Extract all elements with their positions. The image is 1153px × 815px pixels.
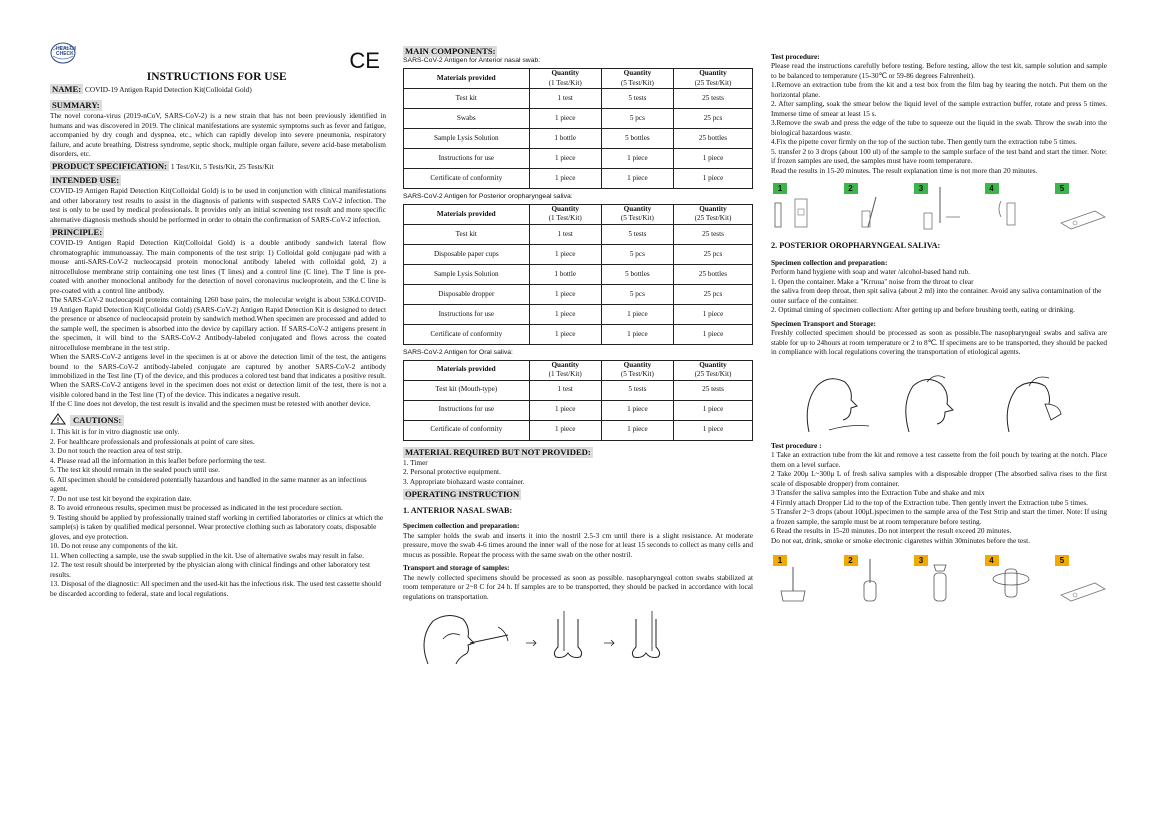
ce-mark: CE [349,48,380,73]
cautions-list [50,427,386,598]
procedure-line: 3.Remove the swab and press the edge of the tube to squeeze out the liquid in the swab. Throw the swab into the biological hazardous waste. [771,118,1107,137]
warning-triangle-icon [50,413,66,427]
anterior-nasal-title: 1. ANTERIOR NASAL SWAB: [403,506,513,516]
material-cell: Sample Lysis Solution [404,264,530,284]
saliva-steps-illustration [773,553,1107,603]
material-cell: Disposable paper cups [404,244,530,264]
step-1 [773,555,825,603]
components-table-nasal [403,57,753,189]
procedure-2-line: 1 Take an extraction tube from the kit and remove a test cassette from the foil pouch by tearing at the notch. Place them on a level surface. [771,450,1107,469]
quantity-cell: 5 tests [601,380,673,400]
quantity-cell: 5 pcs [601,284,673,304]
quantity-cell: 25 tests [674,224,753,244]
table-body [404,224,753,344]
table-row [404,89,753,109]
caution-item: 2. For healthcare professionals and professionals at point of care sites. [50,436,255,446]
quantity-cell: 5 bottles [601,129,673,149]
step-number: 5 [1055,183,1069,194]
quantity-cell: 5 tests [601,89,673,109]
name-line [50,84,386,95]
test-procedure-title: Test procedure: [771,52,820,61]
step-number: 5 [1055,555,1069,566]
collection-text: The sampler holds the swab and inserts it into the nostril 2.5-3 cm until there is a slight resistance. At moderate pressure, move the swab 4-6 times around the inner wall of the nose for at least 15 seconds to collect as many cells and mucus as possible. Repeat the process with the same swab on the other nostril. [403,530,753,559]
table-row [404,109,753,129]
table-row [404,149,753,169]
caution-item: 10. Do not reuse any components of the kit. [50,541,178,551]
nasal-steps-illustration [773,181,1107,231]
material-cell: Sample Lysis Solution [404,129,530,149]
caution-item: 7. Do not use test kit beyond the expiration date. [50,493,192,503]
posterior-line: Perform hand hygiene with soap and water /alcohol-based hand rub. [771,267,970,277]
quantity-cell: 5 pcs [601,244,673,264]
quantity-cell: 1 piece [674,304,753,324]
quantity-header: Quantity (25 Test/Kit) [674,204,753,224]
quantity-cell: 25 pcs [674,284,753,304]
quantity-header: Quantity (5 Test/Kit) [601,69,673,89]
caution-item: 5. The test kit should remain in the sealed pouch until use. [50,465,220,475]
main-components-heading: MAIN COMPONENTS: [405,46,496,56]
quantity-cell: 1 piece [529,400,601,420]
procedure-line: Please read the instructions carefully before testing. Before testing, allow the test kit, sample solution and sample to be balanced to temperature (15-30℃ or 59-86 degrees Fahrenheit). [771,61,1107,80]
quantity-cell: 1 test [529,380,601,400]
step-number: 3 [914,183,928,194]
caution-item: 3. Do not touch the reaction area of test strip. [50,446,182,456]
quantity-header: Quantity (5 Test/Kit) [601,204,673,224]
caution-item: 12. The test result should be interpreted by the physician along with clinical findings and other laboratory test results. [50,560,371,579]
intended-use-heading: INTENDED USE: [52,174,120,185]
material-item: 3. Appropriate biohazard waste container. [403,476,525,486]
saliva-collection-diagram [789,364,1089,434]
step-number: 2 [844,555,858,566]
caution-item: 11. When collecting a sample, use the swab supplied in the kit. Use of alternative swabs may result in false. [50,550,364,560]
table-row [404,264,753,284]
materials-header: Materials provided [404,204,530,224]
procedure-2-line: 6 Read the results in 15-20 minutes. Do not interpret the result exceed 20 minutes. [771,526,1012,536]
quantity-cell: 1 piece [601,400,673,420]
column-right [771,52,1107,613]
step-number: 2 [844,183,858,194]
quantity-cell: 1 piece [529,109,601,129]
material-item: 2. Personal protective equipment. [403,467,501,477]
product-spec-label: PRODUCT SPECIFICATION: [52,160,167,171]
quantity-cell: 5 pcs [601,109,673,129]
quantity-cell: 1 piece [529,304,601,324]
step-number: 1 [773,555,787,566]
procedure-2-line: 3 Transfer the saliva samples into the Extraction Tube and shake and mix [771,488,985,498]
material-cell: Certificate of conformity [404,324,530,344]
health-check-logo [50,42,84,64]
posterior-transport-title: Specimen Transport and Storage: [771,318,876,328]
principle-paragraph: If the C line does not develop, the test result is invalid and the specimen must be retested with another device. [50,399,371,409]
material-cell: Certificate of conformity [404,420,530,440]
quantity-header: Quantity (25 Test/Kit) [674,360,753,380]
step-number: 1 [773,183,787,194]
cautions-label: CAUTIONS: [70,415,124,426]
quantity-cell: 1 test [529,224,601,244]
procedure-2-line: 5 Transfer 2~3 drops (about 100μL)specimen to the sample area of the Test Strip and start the timer. Note: If using a frozen sample, the sample must be at room temperature before testing. [771,507,1107,526]
caution-item: 9. Testing should be applied by professionally trained staff working in certified laboratories or clinics at which the sample(s) is taken by qualified medical personnel. Wear protective clothing such as laboratory coats, disposable gloves, and eye protection. [50,512,384,541]
step-5 [1055,183,1107,231]
principle-paragraph: COVID-19 Antigen Rapid Detection Kit(Colloidal Gold) is a double antibody sandwich lateral flow chromatographic immunoassay. The main components of the test strip: 1) Colloidal gold conjugate pad with a mouse anti-SARS-CoV-2 nucleocapsid protein monoclonal antibody labeled with colloidal gold, 2) a nitrocellulose membrane strip containing one test lines (T lines) and a control line (C line). The T line is pre-coated with another monoclonal antibody for the detection of novel coronavirus nucleoprotein, and the C line is pre-coated with a control line antibody. [50,238,386,295]
table-row [404,224,753,244]
caution-item: 1. This kit is for in vitro diagnostic use only. [50,427,180,437]
table-caption: SARS-CoV-2 Antigen for Oral saliva: [403,348,513,356]
quantity-cell: 1 bottle [529,129,601,149]
material-cell: Instructions for use [404,149,530,169]
procedure-2-line: 2 Take 200μ L~300μ L of fresh saliva samples with a disposable dropper (The absorbed saliva rises to the first scale of disposable dropper) from container. [771,469,1107,488]
table-row [404,400,753,420]
table-row [404,284,753,304]
table-row [404,129,753,149]
material-cell: Test kit [404,224,530,244]
step-4 [985,555,1037,603]
material-required-heading: MATERIAL REQUIRED BUT NOT PROVIDED: [405,446,591,457]
collection-title: Specimen collection and preparation: [403,521,520,531]
posterior-collection-title: Specimen collection and preparation: [771,257,888,267]
table-row [404,380,753,400]
step-4 [985,183,1037,231]
quantity-cell: 1 piece [674,169,753,189]
document-title: INSTRUCTIONS FOR USE [146,71,287,83]
material-cell: Test kit [404,89,530,109]
posterior-line: 1. Open the container. Make a "Krruua" noise from the throat to clear [771,276,974,286]
principle-paragraph: The SARS-CoV-2 nucleocapsid proteins containing 1260 base pairs, the molecular weight is about 53Kd.COVID-19 Antigen Rapid Detection Kit(Colloidal Gold) (SARS-CoV-2) Antigen Rapid Detection Kit is designed to detect the presence or absence of nucleocapsid protein by sandwich method.When specimen are processed and added to the sample well, the specimen is absorbed into the device by capillary action. If SARS-CoV-2 antigens present in the specimen, it will bind to the SARS-CoV-2 Antibody-labeled conjugated and flows across the coated nitrocellulose membrane in the test strip. [50,295,386,352]
summary-heading: SUMMARY: [52,100,100,111]
quantity-cell: 1 piece [674,149,753,169]
product-spec-line [50,161,386,172]
test-procedure-2-title: Test procedure : [771,440,822,450]
nasal-swab-diagram [408,609,748,667]
quantity-cell: 1 piece [529,149,601,169]
step-number: 3 [914,555,928,566]
saliva-collection-illustration [771,363,1107,435]
step-3 [914,555,966,603]
table-row [404,420,753,440]
quantity-cell: 1 piece [529,244,601,264]
materials-header: Materials provided [404,360,530,380]
material-cell: Disposable dropper [404,284,530,304]
quantity-cell: 1 piece [529,324,601,344]
column-left [50,42,386,598]
quantity-cell: 1 piece [529,169,601,189]
nasal-swab-illustration [403,607,753,669]
components-table-oral [403,349,753,441]
quantity-cell: 1 piece [529,284,601,304]
summary-text: The novel corona-virus (2019-nCoV, SARS-CoV-2) is a new strain that has not been previously identified in humans and was discovered in 2019. The clinical manifestations are systemic symptoms such as fever and fatigue, accompanied by dry cough and dyspnea, etc., which can rapidly develop into severe pneumonia, respiratory failure, and acute breathing. Distress syndrome, septic shock, multiple organ failure, severe acid-base metabolism disorders, etc. [50,111,386,159]
quantity-cell: 5 bottles [601,264,673,284]
quantity-cell: 1 piece [601,324,673,344]
column-middle [403,46,753,675]
material-cell: Swabs [404,109,530,129]
material-cell: Test kit (Mouth-type) [404,380,530,400]
table-row [404,244,753,264]
procedure-line: 4.Fix the pipette cover firmly on the top of the suction tube. Then gently turn the extraction tube 5 times. [771,137,1077,147]
table-body [404,89,753,189]
quantity-header: Quantity (1 Test/Kit) [529,69,601,89]
principle-paragraph: When the SARS-CoV-2 antigens level in the specimen is at or above the detection limit of the test, the antigens bound to the SARS-CoV-2 antibody-labeled conjugate are captured by another SARS-CoV-2 antibody immobilized in the Test line (T) of the device, and this produces a colored test band that indicates a positive result. When the SARS-CoV-2 antigens level in the specimen does not exist or detection limit of the test, there is not a visible colored band in the Test line (T) of the device. This indicates a negative result. [50,352,386,399]
operating-instruction-heading: OPERATING INSTRUCTION [405,489,520,500]
transport-text: The newly collected specimens should be processed as soon as possible. nasopharyngeal cotton swabs stabilized at room temperature or 2~8 C for 24 h. If samples are to be transported, they should be packed in accordance with local regulations on transportation. [403,572,753,601]
step-1 [773,183,825,231]
table-caption: SARS-CoV-2 Antigen for Anterior nasal swab: [403,57,541,65]
step-5 [1055,555,1107,603]
name-label: NAME: [52,84,82,94]
table-body [404,380,753,440]
name-value: COVID-19 Antigen Rapid Detection Kit(Colloidal Gold) [84,85,252,94]
step-number: 4 [985,555,999,566]
quantity-cell: 1 bottle [529,264,601,284]
quantity-header: Quantity (25 Test/Kit) [674,69,753,89]
quantity-cell: 1 piece [529,420,601,440]
quantity-header: Quantity (1 Test/Kit) [529,204,601,224]
quantity-cell: 25 bottles [674,264,753,284]
procedure-line: 5. transfer 2 to 3 drops (about 100 ul) of the sample to the sample surface of the test band and start the timer. Note: if frozen samples are used, the samples must have room temperature. [771,146,1107,166]
product-spec-value: 1 Test/Kit, 5 Tests/Kit, 25 Tests/Kit [170,161,274,171]
posterior-line: the saliva from deep throat, then spit saliva (about 2 ml) into the container. Avoid any saliva contamination of the outer surface of the container. [771,286,1102,305]
quantity-cell: 1 test [529,89,601,109]
table-caption: SARS-CoV-2 Antigen for Posterior oropharyngeal saliva: [403,193,573,200]
quantity-cell: 1 piece [674,324,753,344]
caution-item: 8. To avoid erroneous results, specimen must be processed as indicated in the test procedure section. [50,503,343,513]
quantity-header: Quantity (5 Test/Kit) [601,360,673,380]
principle-heading: PRINCIPLE: [52,227,103,238]
quantity-cell: 25 tests [674,380,753,400]
intended-use-text: COVID-19 Antigen Rapid Detection Kit(Colloidal Gold) is to be used in conjunction with clinical manifestations and other laboratory test results to assist in the diagnosis of patients with suspected SARS CoV-2 infection. The test is only to be used by medical professionals. It provides only an initial screening test result and more specific alternative diagnosis methods should be performed in order to obtain the confirmation of SARS-CoV-2 infection. [50,186,386,224]
caution-item: 13. Disposal of the diagnostic: All specimen and the used-kit has the infectious risk. The used test cassette should be discarded according to federal, state and local regulations. [50,579,381,598]
transport-title: Transport and storage of samples: [403,563,510,573]
quantity-cell: 1 piece [601,420,673,440]
quantity-cell: 25 tests [674,89,753,109]
posterior-line: 2. Optimal timing of specimen collection: After getting up and before brushing teeth, eating or drinking. [771,305,1075,315]
step-3 [914,183,966,231]
procedure-2-line: Do not eat, drink, smoke or smoke electronic cigarettes within 30minutes before the test. [771,535,1030,545]
quantity-cell: 1 piece [674,420,753,440]
step-number: 4 [985,183,999,194]
material-item: 1. Timer [403,457,428,467]
procedure-line: 1.Remove an extraction tube from the kit and a test box from the film bag by tearing the notch. Put them on the horizontal plane. [771,80,1107,99]
table-row [404,304,753,324]
caution-item: 4. Please read all the information in this leaflet before performing the test. [50,455,266,465]
procedure-2-line: 4 Firmly attach Dropper Lid to the top of the Extraction tube. Then gently invert the Extraction tube 5 times. [771,497,1088,507]
posterior-title: 2. POSTERIOR OROPHARYNGEAL SALIVA: [771,241,941,251]
cautions-heading [50,413,386,427]
table-row [404,324,753,344]
document-header [50,42,386,82]
quantity-cell: 5 tests [601,224,673,244]
components-table-posterior [403,193,753,345]
step-2 [844,183,896,231]
quantity-cell: 1 piece [601,169,673,189]
quantity-cell: 25 pcs [674,244,753,264]
quantity-cell: 1 piece [601,304,673,324]
procedure-line: Read the results in 15-20 minutes. The result explanation time is not more than 20 minutes. [771,165,1038,175]
material-cell: Certificate of conformity [404,169,530,189]
material-cell: Instructions for use [404,400,530,420]
quantity-cell: 25 pcs [674,109,753,129]
step-2 [844,555,896,603]
quantity-header: Quantity (1 Test/Kit) [529,360,601,380]
table-row [404,169,753,189]
logo-text: HEALTH CHECK [56,46,76,57]
quantity-cell: 1 piece [674,400,753,420]
material-cell: Instructions for use [404,304,530,324]
posterior-transport-text: Freshly collected specimen should be processed as soon as possible.The nasopharyngeal swabs and saliva are stable for up to 24hours at room temperature or 2 to 8℃. If specimens are to be transported, they should be packed in compliance with local regulations covering the transportation of etiological agents. [771,328,1107,357]
materials-header: Materials provided [404,69,530,89]
quantity-cell: 25 bottles [674,129,753,149]
procedure-line: 2. After sampling, soak the smear below the liquid level of the sample extraction buffer, rotate and press 5 times. Immerse time of smear at least 15 s. [771,99,1107,118]
quantity-cell: 1 piece [601,149,673,169]
caution-item: 6. All specimen should be considered potentially hazardous and handled in the same manner as an infectious agent. [50,474,367,494]
